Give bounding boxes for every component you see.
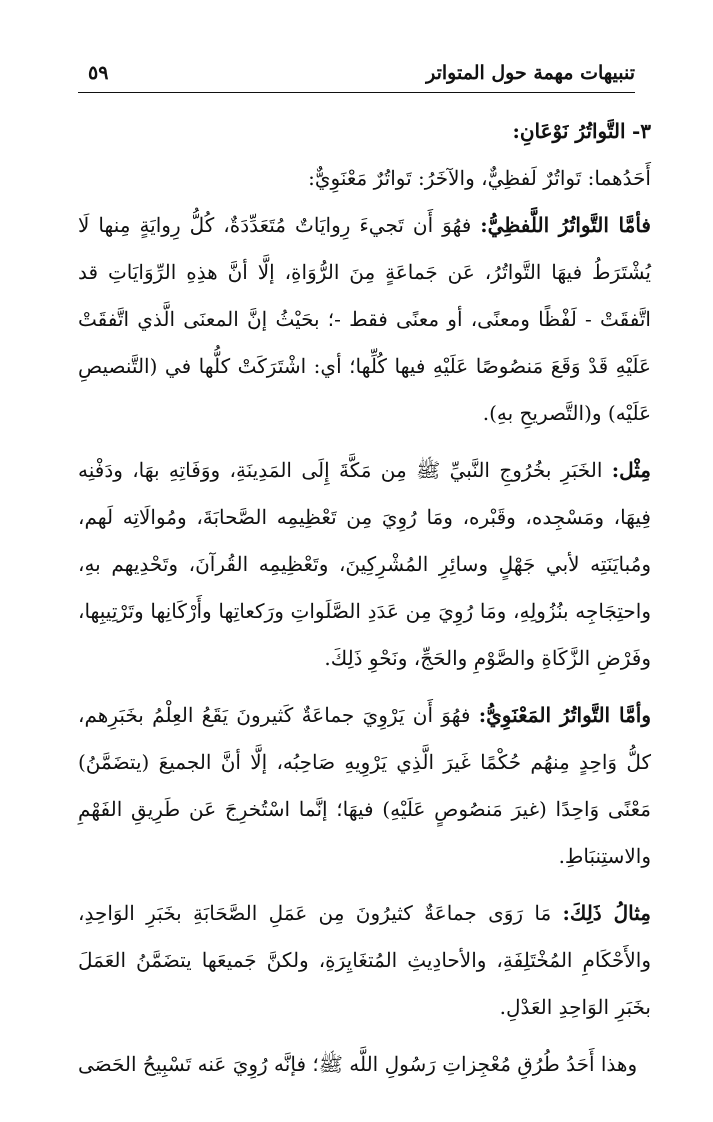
intro-paragraph: أَحَدُهما: تَواتُرٌ لَفظِيٌّ، والآخَرُ: تَواتُرٌ مَعْنَوِيٌّ: (308, 166, 651, 190)
header-title: تنبيهات مهمة حول المتواتر (426, 62, 635, 84)
manawi-text: فهُوَ أَن يَرْوِيَ جماعَةٌ كَثيرونَ يَقَعُ العِلْمُ بخَبَرِهم، كلُّ وَاحِدٍ مِنهُم حُكْمًا غَيرَ الَّذِي يَرْوِيهِ صَاحِبُه، إلَّا أنَّ الجميعَ (يتضَمَّنُ) مَعْنًى وَاحِدًا (غيرَ مَنصُوصٍ عَلَيْهِ) فيهَا؛ إنَّما اسْتُخرِجَ عَن طَرِيقِ الفَهْمِ والاستِنبَاطِ. (78, 703, 651, 868)
manawi-paragraph (78, 692, 651, 880)
page-number: ٥٩ (88, 62, 109, 84)
final-paragraph: وهذا أَحَدُ طُرُقِ مُعْجِزاتِ رَسُولِ اللَّه ﷺ؛ فإنَّه رُوِيَ عَنه تَسْبِيحُ الحَصَى (78, 1052, 638, 1076)
example2-paragraph (78, 890, 651, 1031)
example1-text: الخَبَرِ بخُرُوجِ النَّبيِّ ﷺ مِن مَكَّةَ إِلَى المَدِينَةِ، ووَفَاتِهِ بهَا، ودَفْنِه فِيهَا، ومَسْجِده، وقَبْره، ومَا رُوِيَ مِن تَعْظِيمِه الصَّحابَةَ، ومُوالَاتِه لَهم، ومُبايَنَتِه لأبي جَهْلٍ وسائِرِ المُشْرِكِينَ، وتَعْظِيمِه القُرآنَ، وتَحْدِيهم بهِ، واحتِجَاجِه بنُزُولِهِ، ومَا رُوِيَ مِن عَدَدِ الصَّلَواتِ ورَكعاتِها وأَرْكَانِها وتَرْتِيبِها، وفَرْضِ الزَّكَاةِ والصَّوْمِ والحَجِّ، ونَحْوِ ذَلِكَ. (78, 458, 651, 670)
lafzi-paragraph (78, 202, 651, 437)
manawi-term: وأمَّا التَّواتُرُ المَعْنَوِيُّ: (478, 703, 652, 727)
lafzi-term: فأمَّا التَّواتُرُ اللَّفظِيُّ: (480, 213, 651, 237)
example1-paragraph (78, 447, 651, 682)
section-heading (78, 108, 651, 155)
section-title: التَّواتُرُ نَوْعَانِ: (512, 119, 626, 143)
example2-text: مَا رَوَى جماعَةٌ كثيرُونَ مِن عَمَلِ الصَّحَابَةِ بخَبَرِ الوَاحِدِ، والأَحْكَامِ المُخْتَلِفَةِ، والأحادِيثِ المُتغَايِرَةِ، ولكنَّ جَميعَها يتضَمَّنُ العَمَلَ بخَبَرِ الوَاحِدِ العَدْلِ. (78, 901, 651, 1019)
lafzi-text: فهُوَ أَن تَجيءَ رِوايَاتٌ مُتَعَدِّدَةٌ، كُلُّ رِوايَةٍ مِنها لَا يُشْتَرَطُ فيهَا التَّواتُرُ، عَن جَماعَةٍ مِنَ الرُّوَاةِ، إلَّا أنَّ هذِهِ الرِّوَايَاتِ قد اتَّفقَتْ - لَفْظًا ومعنًى، أو معنًى فقط -؛ بحَيْثُ إنَّ المعنَى الَّذي اتَّفقَتْ عَلَيْهِ قَدْ وَقَعَ مَنصُوصًا عَلَيْهِ فيها كُلِّها؛ أي: اشْتَرَكَتْ كلُّها في (التَّنصيصِ عَلَيْه) و(التَّصريحِ بهِ). (78, 213, 651, 425)
example1-term: مِثْل: (611, 458, 651, 482)
running-header (78, 56, 635, 93)
section-number: ٣- (631, 119, 651, 143)
example2-term: مِثالُ ذَلِكَ: (562, 901, 651, 925)
page-body (78, 108, 651, 1088)
